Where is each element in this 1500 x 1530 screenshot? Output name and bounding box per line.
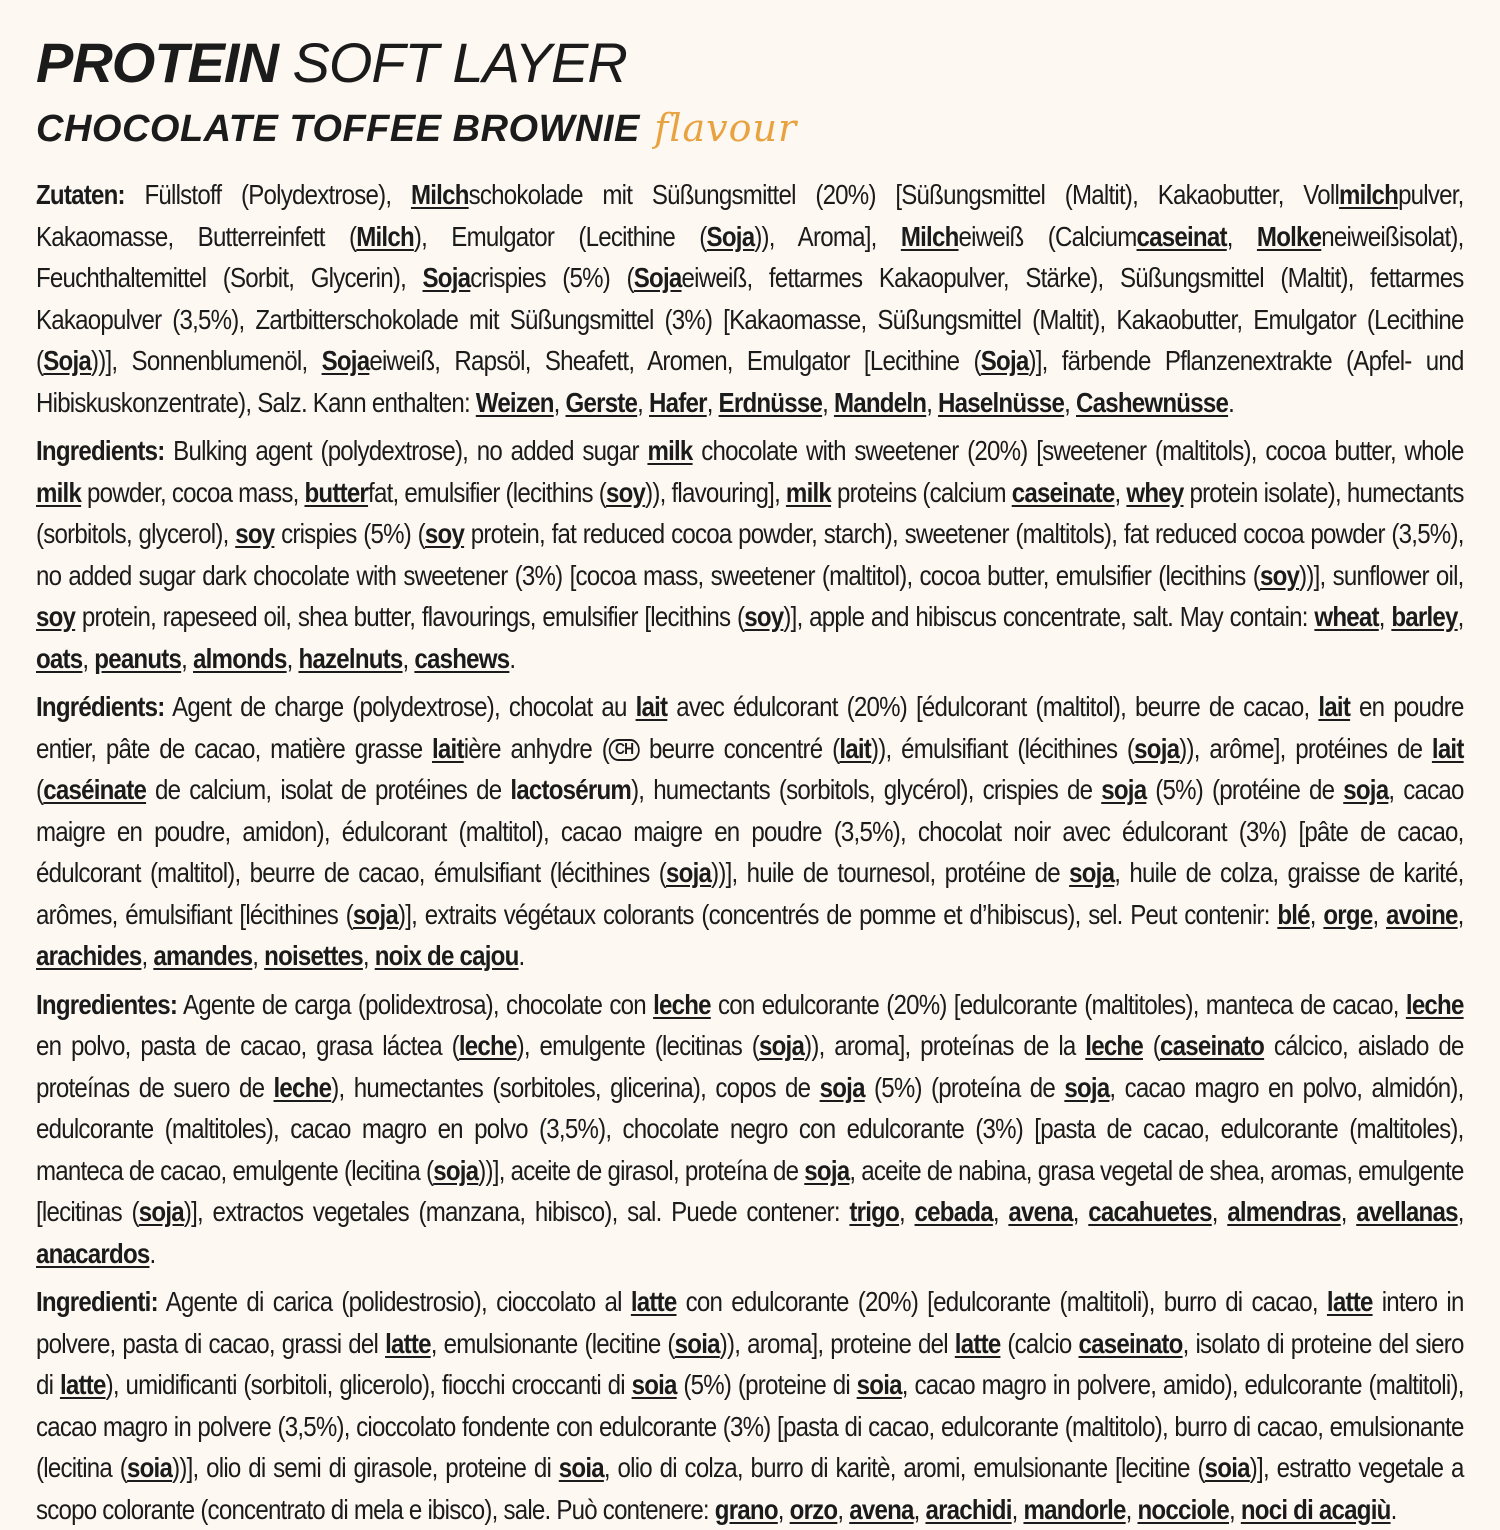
allergen: Soja [422, 262, 471, 293]
ingredient-text: , huile de colza, graisse de karité, arômes, émulsifiant [lécithines ( [36, 857, 1464, 930]
ingredient-text: eiweiß, fettarmes Kakaopulver, Stärke), Süßungsmittel (Maltit), fettarmes Kakaopulver (3,5%), Zartbitterschokolade mit Süßungsmittel (3%) [Kakaomasse, Süßungsmittel (Maltit), Kakaobutter, Emulgator (Lecithine ( [36, 262, 1464, 376]
ingredient-text: , [822, 386, 834, 418]
ingredient-text: , [637, 386, 650, 418]
ingredient-text: ), humectants (sorbitols, glycérol), crispies de [631, 774, 1102, 805]
ingredient-text: ière anhydre ( [463, 732, 609, 764]
ingredient-text: )], apple and hibiscus concentrate, salt. May contain: [783, 601, 1315, 632]
allergen: caseinate [1011, 476, 1115, 508]
allergen: latte [385, 1327, 431, 1359]
allergen: cacahuetes [1088, 1196, 1212, 1227]
ingredient-text: powder, cocoa mass, [81, 476, 305, 508]
ingredient-text: , [1064, 386, 1076, 418]
ingredient-text: , cacao magro en polvo, almidón), edulcorante (maltitoles), cacao magro en polvo (3,5%), chocolate negro con edulcorante (3%) [pasta de cacao, edulcorante (maltitoles), manteca de cacao, emulgente (lecitina ( [36, 1071, 1464, 1186]
allergen: wheat [1314, 601, 1379, 632]
ingredient-text: , [706, 386, 719, 418]
allergen: soia [631, 1369, 677, 1400]
allergen: leche [1405, 988, 1464, 1020]
ingredient-text: Agente di carica (polidestrosio), cioccolato al [157, 1286, 631, 1317]
allergen: latte [1326, 1286, 1373, 1317]
ingredient-text: ))], olio di semi di girasole, proteine di [172, 1452, 559, 1483]
ingredient-text: fat, emulsifier (lecithins ( [368, 476, 606, 508]
ingredient-text: en poudre entier, pâte de cacao, matière grasse [36, 691, 1464, 764]
title-product: SOFT LAYER [292, 31, 627, 94]
allergen: soia [856, 1369, 902, 1400]
allergen: soja [819, 1071, 865, 1103]
allergen: latte [59, 1369, 106, 1400]
ingredient-text: Agent de charge (polydextrose), chocolat au [164, 691, 636, 722]
ingredient-text: (5%) (protéine de [1146, 774, 1344, 805]
section-heading: Ingredientes: [36, 988, 178, 1020]
ingredient-text: con edulcorante (20%) [edulcorante (maltitoles), manteca de cacao, [710, 988, 1406, 1020]
allergen: almendras [1227, 1196, 1341, 1227]
ingredient-text: , [1228, 1493, 1241, 1525]
allergen: butter [304, 476, 369, 508]
ingredient-text: , emulsionante (lecitine ( [430, 1327, 675, 1359]
ingredient-text: )], extraits végétaux colorants (concentrés de pomme et d’hibiscus), sel. Peut contenir: [397, 898, 1278, 930]
ingredient-text: , [1340, 1196, 1357, 1227]
allergen: lait [635, 691, 668, 722]
ingredient-text: pulver, Kakaomasse, Butterreinfett ( [36, 179, 1464, 252]
allergen: cebada [914, 1196, 993, 1227]
allergen: noix de cajou [374, 940, 519, 971]
allergen: Milch [900, 220, 959, 252]
allergen: leche [653, 988, 711, 1020]
ingredient-text: ), umidificanti (sorbitoli, glicerolo), fiocchi croccanti di [105, 1369, 632, 1400]
allergen: caseinato [1078, 1327, 1183, 1359]
ingredient-text: protein isolate), humectants (sorbitols, glycerol), [36, 476, 1464, 549]
allergen: Cashewnüsse [1075, 386, 1229, 418]
allergen: soja [433, 1154, 479, 1186]
ingredient-text: crispies (5%) ( [470, 262, 634, 293]
ingredient-text: cálcico, aislado de proteínas de suero de [36, 1030, 1464, 1103]
ingredient-text: , [899, 1196, 915, 1227]
ingredient-text: , cacao maigre en poudre, amidon), édulcorant (maltitol), cacao maigre en poudre (3,5%), chocolat noir avec édulcorant (3%) [pâte de cacao, édulcorant (maltitol), beurre de cacao, émulsifiant (lécithines ( [36, 774, 1464, 888]
ingredient-text: , [1457, 1196, 1464, 1227]
allergen: soja [1343, 774, 1389, 805]
allergen: amandes [153, 940, 253, 971]
allergen: Erdnüsse [718, 386, 823, 418]
ingredients-it [36, 1281, 1464, 1530]
ingredient-text: Agente de carga (polidextrosa), chocolate con [177, 988, 654, 1020]
allergen: Gerste [565, 386, 638, 418]
ingredient-text: . [518, 940, 525, 971]
ingredient-text: , [777, 1493, 790, 1525]
flavour-name: CHOCOLATE TOFFEE BROWNIE [36, 108, 640, 150]
ingredient-text: , [362, 940, 375, 971]
allergen: oats [36, 642, 83, 674]
ingredient-text: , [837, 1493, 850, 1525]
ingredient-text: (5%) (proteine di [676, 1369, 857, 1400]
ingredient-text: protein, fat reduced cocoa powder, starch), sweetener (maltitols), fat reduced cocoa powder (3,5%), no added sugar dark chocolate with sweetener (3%) [cocoa mass, sweetener (maltitol), cocoa butter, emulsifier (lecithins ( [36, 518, 1464, 591]
allergen: avellanas [1356, 1196, 1458, 1227]
ingredient-text: , [181, 642, 194, 674]
ingredient-text: ), Emulgator (Lecithine ( [413, 220, 707, 252]
allergen: soia [126, 1452, 173, 1483]
ingredient-text: . [149, 1237, 156, 1269]
allergen: soy [1259, 559, 1300, 591]
allergen: avena [1008, 1196, 1073, 1227]
allergen: barley [1391, 601, 1458, 632]
ingredient-text: , [1072, 1196, 1089, 1227]
ingredient-text: ))], Sonnenblumenöl, [91, 345, 322, 376]
ingredient-text: , [402, 642, 415, 674]
allergen: soja [1134, 732, 1180, 764]
allergen: caseinat [1136, 220, 1227, 252]
ingredient-text: )), aroma], proteínas de la [804, 1030, 1086, 1061]
allergen: soy [235, 518, 275, 549]
section-heading: Zutaten: [36, 179, 125, 210]
ingredient-text: Füllstoff (Polydextrose), [124, 179, 411, 210]
ingredient-text: con edulcorante (20%) [edulcorante (maltitoli), burro di cacao, [676, 1286, 1327, 1317]
allergen: leche [1085, 1030, 1143, 1061]
ingredient-text: , [1211, 1196, 1228, 1227]
ingredient-text: . [509, 642, 516, 674]
allergen: caseinato [1159, 1030, 1265, 1061]
ingredient-text: , [1125, 1493, 1138, 1525]
flavour-script: flavour [654, 106, 798, 150]
allergen: milk [36, 476, 82, 508]
allergen: noisettes [264, 940, 363, 971]
ingredient-text: avec édulcorant (20%) [édulcorant (maltitol), beurre de cacao, [667, 691, 1319, 722]
ingredient-text: ), emulgente (lecitinas ( [516, 1030, 759, 1061]
ingredient-text: eiweiß (Calcium [958, 220, 1137, 252]
ingredient-text: , aceite de nabina, grasa vegetal de shea, aromas, emulgente [lecitinas ( [36, 1154, 1464, 1227]
allergen: orge [1323, 898, 1373, 930]
allergen: Haselnüsse [938, 386, 1065, 418]
ingredient-text: proteins (calcium [831, 476, 1012, 508]
ingredient-text: . [1390, 1493, 1397, 1525]
ingredient-text: . [1228, 386, 1235, 418]
allergen: Milch [410, 179, 469, 210]
allergen: peanuts [94, 642, 182, 674]
section-heading: Ingrédients: [36, 691, 165, 722]
flavour-line [36, 106, 1464, 158]
allergen: soia [674, 1327, 720, 1359]
allergen: soy [744, 601, 784, 632]
allergen: latte [954, 1327, 1001, 1359]
ingredient-text: ( [1142, 1030, 1160, 1061]
ingredient-text: eiweiß, Rapsöl, Sheafett, Aromen, Emulgator [Lecithine ( [369, 345, 981, 376]
allergen: milk [785, 476, 832, 508]
ingredient-text: intero in polvere, pasta di cacao, grassi del [36, 1286, 1464, 1359]
ingredient-text: ), humectantes (sorbitoles, glicerina), copos de [331, 1071, 820, 1103]
ingredient-text: )), arôme], protéines de [1179, 732, 1432, 764]
ingredient-text: crispies (5%) ( [274, 518, 425, 549]
ingredient-text: , [1378, 601, 1392, 632]
ingredient-text: )], färbende Pflanzenextrakte (Apfel- und Hibiskuskonzentrate), Salz. Kann enthalten: [36, 345, 1464, 418]
allergen: Soja [43, 345, 92, 376]
allergen: noci di acagiù [1240, 1493, 1391, 1525]
allergen: soja [758, 1030, 805, 1061]
ingredient-text: (calcio [1000, 1327, 1079, 1359]
ingredient-text: , [1372, 898, 1387, 930]
allergen: lait [1318, 691, 1351, 722]
allergen: Soja [706, 220, 755, 252]
ingredient-text: , [252, 940, 265, 971]
allergen: leche [458, 1030, 517, 1061]
allergen: hazelnuts [298, 642, 403, 674]
allergen: soja [1101, 774, 1147, 805]
allergen: grano [714, 1493, 778, 1525]
ingredient-text: chocolate with sweetener (20%) [sweetener (maltitols), cocoa butter, whole [692, 435, 1464, 466]
allergen: whey [1126, 476, 1184, 508]
ingredient-text: , [1011, 1493, 1024, 1525]
ingredient-text: )), émulsifiant (lécithines ( [871, 732, 1135, 764]
allergen: soja [1064, 1071, 1110, 1103]
ingredient-text: schokolade mit Süßungsmittel (20%) [Süßungsmittel (Maltit), Kakaobutter, Voll [468, 179, 1340, 210]
allergen: Hafer [649, 386, 707, 418]
ingredient-text: )), Aroma], [754, 220, 901, 252]
ingredient-text: (5%) (proteína de [864, 1071, 1065, 1103]
ingredients-en [36, 430, 1464, 679]
allergen: Molke [1256, 220, 1322, 252]
ingredient-text: Bulking agent (polydextrose), no added sugar [164, 435, 648, 466]
allergen: anacardos [36, 1237, 150, 1269]
allergen: Mandeln [833, 386, 927, 418]
allergen: Soja [633, 262, 682, 293]
ch-badge-icon: CH [609, 739, 639, 761]
ingredient-text: , olio di colza, burro di karitè, aromi, emulsionante [lecitine ( [603, 1452, 1205, 1483]
ingredient-text: ))], huile de tournesol, protéine de [711, 857, 1070, 888]
ingredient-text: , [553, 386, 566, 418]
ingredients-de [36, 174, 1464, 423]
product-title [36, 30, 1464, 96]
ingredient-text: )), flavouring], [645, 476, 786, 508]
ingredient-text: en polvo, pasta de cacao, grasa láctea ( [36, 1030, 459, 1061]
allergen: soy [36, 601, 76, 632]
ingredient-text: beurre concentré ( [639, 732, 840, 764]
allergen: milch [1339, 179, 1399, 210]
allergen: lait [1431, 732, 1464, 764]
section-heading: Ingredienti: [36, 1286, 158, 1317]
ingredient-text: ))], sunflower oil, [1299, 559, 1464, 591]
allergen: almonds [193, 642, 287, 674]
ingredient-text: )], estratto vegetale a scopo colorante (concentrato di mela e ibisco), sale. Può contenere: [36, 1452, 1464, 1525]
ingredients-fr [36, 686, 1464, 977]
ingredient-text: , [141, 940, 154, 971]
ingredient-text: , cacao magro in polvere, amido), edulcorante (maltitoli), cacao magro in polvere (3,5%), cioccolato fondente con edulcorante (3%) [pasta di cacao, edulcorante (maltitolo), burro di cacao, emulsionante (lecitina ( [36, 1369, 1464, 1483]
allergen: latte [630, 1286, 677, 1317]
allergen: soia [558, 1452, 604, 1483]
allergen: soja [352, 898, 398, 930]
allergen: lait [839, 732, 872, 764]
allergen: Soja [980, 345, 1029, 376]
allergen: soja [804, 1154, 850, 1186]
allergen: avena [849, 1493, 914, 1525]
allergen: milk [647, 435, 693, 466]
ingredient-text: de calcium, isolat de protéines de [146, 774, 511, 805]
ingredient-text: , isolato di proteine del siero di [36, 1327, 1464, 1400]
allergen: soja [1069, 857, 1115, 888]
section-heading: Ingredients: [36, 435, 165, 466]
ingredient-text: neiweißisolat), Feuchthaltemittel (Sorbit, Glycerin), [36, 220, 1464, 293]
allergen: soja [138, 1196, 184, 1227]
allergen: nocciole [1137, 1493, 1229, 1525]
allergen: trigo [849, 1196, 900, 1227]
bold-term: lactosérum [510, 774, 632, 805]
allergen: avoine [1386, 898, 1458, 930]
ingredient-text: , [1457, 601, 1464, 632]
ingredient-text: ))], aceite de girasol, proteína de [478, 1154, 805, 1186]
allergen: Weizen [475, 386, 554, 418]
allergen: cashews [414, 642, 510, 674]
allergen: arachidi [925, 1493, 1012, 1525]
allergen: soy [424, 518, 465, 549]
ingredient-text: , [992, 1196, 1009, 1227]
ingredient-text: , [82, 642, 95, 674]
allergen: blé [1277, 898, 1310, 930]
ingredient-text: protein, rapeseed oil, shea butter, flavourings, emulsifier [lecithins ( [75, 601, 745, 632]
allergen: soja [666, 857, 712, 888]
allergen: lait [432, 732, 464, 764]
allergen: leche [273, 1071, 332, 1103]
ingredient-text: , [1309, 898, 1324, 930]
allergen: caséinate [43, 774, 147, 805]
ingredient-text: , [926, 386, 939, 418]
ingredient-text: , [1457, 898, 1464, 930]
ingredient-text: , [1226, 220, 1257, 252]
allergen: arachides [36, 940, 142, 971]
ingredient-text: )], extractos vegetales (manzana, hibisco), sal. Puede contener: [183, 1196, 850, 1227]
allergen: Milch [356, 220, 414, 252]
ingredient-text: , [913, 1493, 926, 1525]
title-brand: PROTEIN [36, 31, 278, 94]
allergen: mandorle [1023, 1493, 1126, 1525]
allergen: soy [605, 476, 646, 508]
ingredient-text: )), aroma], proteine del [719, 1327, 955, 1359]
ingredient-text: , [1114, 476, 1127, 508]
allergen: Soja [321, 345, 370, 376]
allergen: orzo [789, 1493, 838, 1525]
ingredient-text: , [286, 642, 299, 674]
ingredient-text: ( [36, 774, 44, 805]
ingredients-list [36, 174, 1464, 1530]
allergen: soia [1204, 1452, 1250, 1483]
ingredients-es [36, 984, 1464, 1275]
